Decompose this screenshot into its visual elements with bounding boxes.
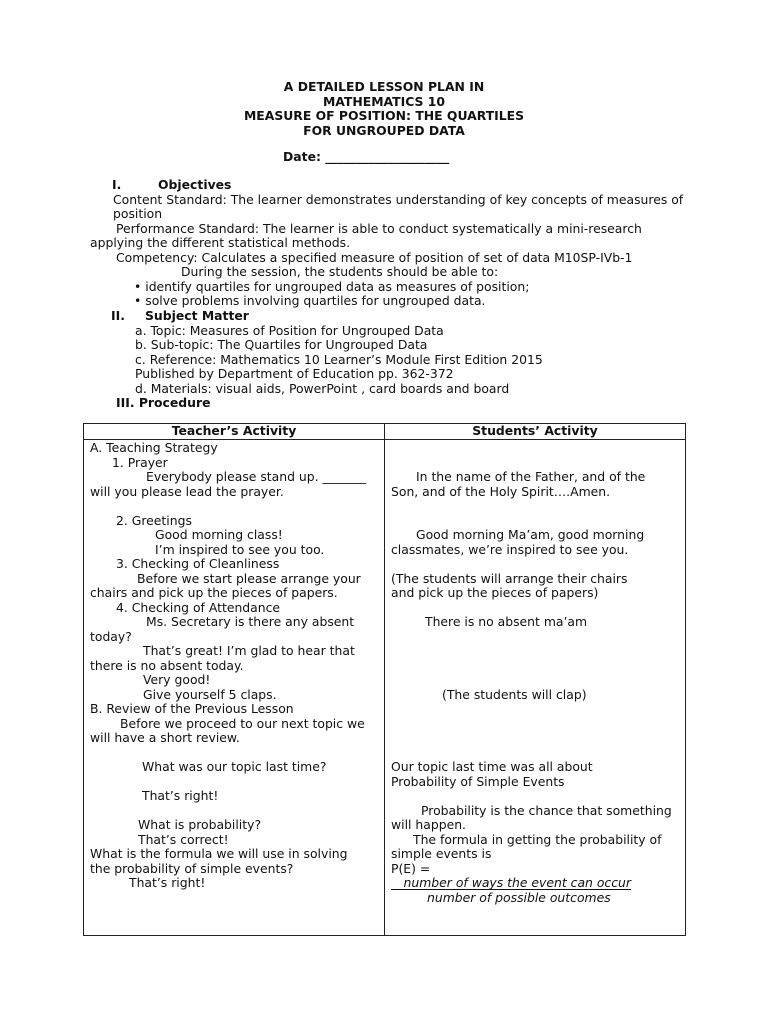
student-line: Our topic last time was all about — [391, 759, 593, 774]
subject-numeral: II. — [111, 308, 125, 323]
teacher-line: What was our topic last time? — [142, 759, 327, 774]
student-line: classmates, we’re inspired to see you. — [391, 541, 629, 557]
teacher-line: Before we proceed to our next topic we — [120, 715, 365, 731]
teacher-line: will you please lead the prayer. — [90, 483, 284, 499]
title-line-4: FOR UNGROUPED DATA — [303, 122, 465, 138]
teacher-line: will have a short review. — [90, 730, 240, 745]
teacher-line: That’s right! — [129, 875, 206, 890]
title-line-2: MATHEMATICS 10 — [322, 93, 446, 109]
teacher-line: Give yourself 5 claps. — [143, 686, 277, 702]
subject-topic: a. Topic: Measures of Position for Ungrouped Data — [135, 322, 444, 338]
teacher-line: A. Teaching Strategy — [90, 440, 218, 455]
teacher-line: That’s right! — [142, 788, 219, 803]
teacher-line: That’s great! I’m glad to hear that — [143, 643, 355, 658]
formula-numerator: number of ways the event can occur — [391, 876, 631, 890]
student-line: Son, and of the Holy Spirit….Amen. — [391, 483, 611, 499]
student-line: simple events is — [391, 846, 492, 861]
student-line: (The students will clap) — [442, 686, 587, 702]
performance-standard-line-1: Performance Standard: The learner is able to conduct systematically a mini-research — [116, 220, 642, 236]
student-line: In the name of the Father, and of the — [416, 469, 646, 484]
teacher-line: today? — [90, 628, 132, 644]
teacher-line: Very good! — [143, 672, 211, 687]
procedure-table-row — [84, 440, 686, 936]
formula-label: P(E) = — [391, 860, 431, 876]
subject-heading: Subject Matter — [145, 308, 249, 323]
subject-materials: d. Materials: visual aids, PowerPoint , card boards and board — [135, 380, 510, 396]
teacher-line: 4. Checking of Attendance — [116, 599, 281, 615]
title-line-3: MEASURE OF POSITION: THE QUARTILES — [243, 108, 525, 123]
subject-subtopic: b. Sub-topic: The Quartiles for Ungrouped Data — [135, 337, 428, 352]
teacher-line: there is no absent today. — [90, 657, 244, 673]
subject-reference: c. Reference: Mathematics 10 Learner’s Module First Edition 2015 — [135, 351, 543, 367]
title-line-1: A DETAILED LESSON PLAN IN — [283, 79, 485, 94]
objective-bullet-2: • solve problems involving quartiles for ungrouped data. — [134, 293, 486, 308]
student-line: (The students will arrange their chairs — [391, 570, 628, 586]
competency: Competency: Calculates a specified measure of position of set of data M10SP-IVb-1 — [116, 249, 633, 265]
objective-bullet-1: • identify quartiles for ungrouped data as measures of position; — [134, 278, 530, 294]
date-field: Date: ____________________ — [283, 149, 450, 164]
subject-published: Published by Department of Education pp. 362-372 — [135, 366, 454, 381]
content-standard-line-1: Content Standard: The learner demonstrates understanding of key concepts of measures of — [113, 191, 684, 207]
teacher-line: chairs and pick up the pieces of papers. — [90, 585, 338, 600]
teacher-line: B. Review of the Previous Lesson — [90, 701, 294, 716]
student-line: will happen. — [391, 817, 466, 832]
teacher-line: That’s correct! — [138, 831, 229, 847]
objectives-numeral: I. — [112, 177, 122, 192]
student-line: and pick up the pieces of papers) — [391, 585, 599, 600]
student-line: Probability is the chance that something — [421, 802, 672, 818]
performance-standard-line-2: applying the different statistical methods. — [90, 235, 351, 250]
teacher-line: What is probability? — [138, 817, 262, 832]
teacher-line: Everybody please stand up. _______ — [146, 469, 366, 484]
formula-denominator: number of possible outcomes — [427, 889, 611, 905]
students-activity-cell — [385, 440, 686, 936]
teacher-activity-cell — [84, 440, 385, 936]
teacher-line: the probability of simple events? — [90, 860, 294, 876]
objectives-heading: Objectives — [158, 177, 232, 192]
teacher-line: 2. Greetings — [116, 512, 192, 528]
procedure-table — [83, 423, 686, 936]
teacher-activity-header: Teacher’s Activity — [84, 424, 385, 440]
teacher-line: Good morning class! — [155, 527, 283, 542]
teacher-line: 3. Checking of Cleanliness — [116, 556, 280, 571]
during-session: During the session, the students should be able to: — [181, 264, 499, 279]
student-line: The formula in getting the probability of — [413, 831, 662, 847]
teacher-line: Ms. Secretary is there any absent — [146, 614, 355, 629]
procedure-table-header — [84, 424, 686, 440]
students-activity-header: Students’ Activity — [385, 424, 686, 440]
student-line: There is no absent ma’am — [425, 614, 588, 629]
teacher-line: 1. Prayer — [112, 454, 168, 470]
teacher-line: I’m inspired to see you too. — [155, 541, 325, 557]
student-line: Probability of Simple Events — [391, 773, 565, 789]
teacher-line: Before we start please arrange your — [137, 570, 361, 586]
student-line: Good morning Ma’am, good morning — [416, 527, 645, 542]
content-standard-line-2: position — [113, 206, 163, 221]
procedure-heading: III. Procedure — [116, 395, 211, 410]
teacher-line: What is the formula we will use in solving — [90, 846, 348, 861]
